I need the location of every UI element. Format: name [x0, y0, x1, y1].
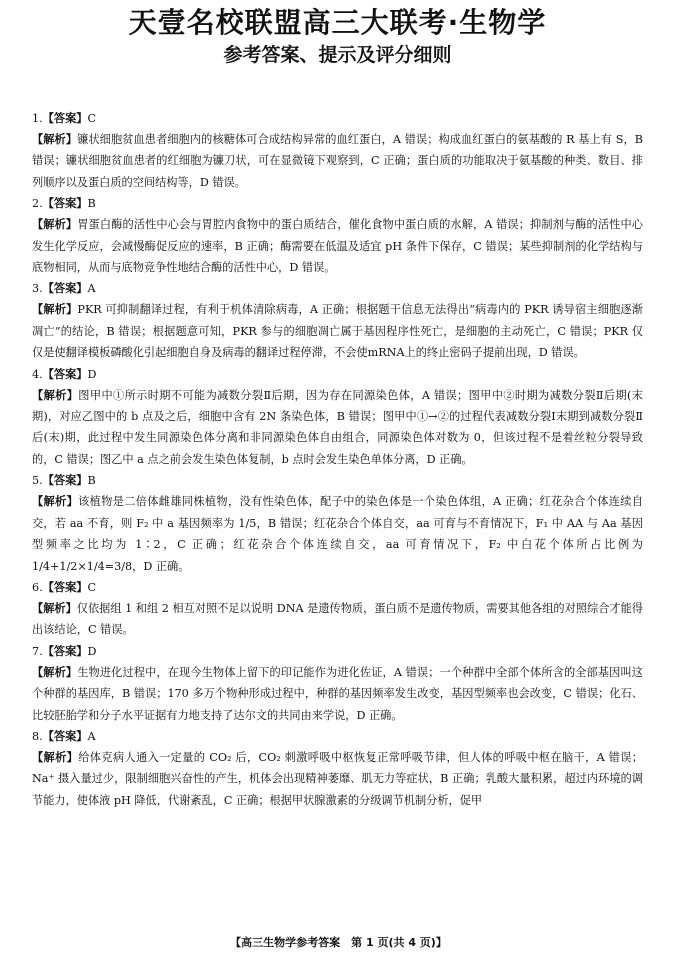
page-footer: 【高三生物学参考答案 第 1 页(共 4 页)】 [230, 936, 447, 949]
analysis-text: 仅依据组 1 和组 2 相互对照不足以说明 DNA 是遗传物质，蛋白质不是遗传物质，需要其他各组的对照综合才能得出该结论，C 错误。 [32, 601, 643, 637]
analysis-paragraph [32, 299, 643, 363]
answer-label: 【答案】 [42, 112, 88, 125]
answer-value: C [87, 580, 97, 594]
answer-label: 【答案】 [42, 729, 88, 743]
analysis-label: 【解析】 [32, 218, 78, 232]
analysis-paragraph [32, 598, 643, 641]
answer-line [32, 108, 643, 129]
question-number: 7. [32, 644, 43, 658]
analysis-text: 生物进化过程中，在现今生物体上留下的印记能作为进化佐证，A 错误；一个种群中全部个体所含的全部基因叫这个种群的基因库，B 错误；170 多万个物种形成过程中，种群的基因频率发生改变，基因型频率也会改变，C 错误；化石、比较胚胎学和分子水平证据有力地支持了达尔文的共同由来学说，D 正确。 [32, 665, 643, 722]
answer-label: 【答案】 [42, 580, 88, 594]
question-number: 6. [32, 580, 43, 594]
answer-value: A [87, 729, 96, 743]
analysis-paragraph [32, 214, 643, 278]
answer-label: 【答案】 [42, 197, 88, 211]
question-5 [32, 470, 643, 577]
answer-label: 【答案】 [42, 474, 88, 488]
question-number: 2. [32, 197, 43, 211]
answer-line [32, 726, 643, 747]
analysis-paragraph [32, 129, 643, 193]
page-title: 天壹名校联盟高三大联考·生物学 [128, 6, 547, 39]
question-3 [32, 278, 643, 363]
answer-line [32, 470, 643, 491]
answer-value: D [87, 367, 97, 381]
question-4 [32, 364, 643, 471]
answer-value: B [87, 197, 96, 211]
analysis-label: 【解析】 [32, 388, 79, 402]
answer-line [32, 193, 643, 214]
answer-label: 【答案】 [42, 644, 88, 658]
question-2 [32, 193, 643, 278]
analysis-text: 该植物是二倍体雌雄同株植物，没有性染色体，配子中的染色体是一个染色体组，A 正确；红花杂合个体连续自交，若 aa 不育，则 F₂ 中 a 基因频率为 1/5，B 错误；红花杂合个体自交，aa 可育与不育情况下，F₁ 中 AA 与 Aa 基因型频率之比均为 1∶2，C 正确；红花杂合个体连续自交，aa 可育情况下，F₂ 中白花个体所占比例为 1/4+1/2×1/4=3/8，D 正确。 [32, 495, 643, 573]
question-number: 4. [32, 367, 43, 381]
analysis-paragraph [32, 662, 643, 726]
analysis-label: 【解析】 [32, 665, 78, 679]
analysis-label: 【解析】 [32, 495, 79, 509]
question-number: 3. [32, 282, 43, 296]
answer-value: C [87, 112, 97, 125]
analysis-paragraph [32, 747, 643, 811]
question-number: 8. [32, 729, 43, 743]
answer-label: 【答案】 [42, 282, 88, 296]
question-1 [32, 108, 643, 193]
analysis-text: 图甲中①所示时期不可能为减数分裂Ⅱ后期，因为存在同源染色体，A 错误；图甲中②时期为减数分裂Ⅱ后期(末期)，对应乙图中的 b 点及之后，细胞中含有 2N 条染色体，B 错误；图甲中①→②的过程代表减数分裂Ⅰ末期到减数分裂Ⅱ后(末)期，此过程中发生同源染色体分离和非同源染色体自由组合，同源染色体对数为 0，但该过程不是着丝粒分裂导致的，C 错误；图乙中 a 点之前会发生染色体复制，b 点时会发生染色单体分离，D 正确。 [32, 388, 643, 466]
answer-line [32, 577, 643, 598]
analysis-label: 【解析】 [32, 601, 77, 615]
analysis-label: 【解析】 [32, 133, 78, 146]
analysis-text: 胃蛋白酶的活性中心会与胃腔内食物中的蛋白质结合，催化食物中蛋白质的水解，A 错误；抑制剂与酶的活性中心发生化学反应，会减慢酶促反应的速率，B 正确；酶需要在低温及适宜 pH 条件下保存，C 错误；某些抑制剂的化学结构与底物相同，从而与底物竞争性地结合酶的活性中心，D 错误。 [32, 218, 643, 275]
answer-list [32, 108, 643, 811]
question-7 [32, 641, 643, 726]
question-number: 5. [32, 474, 43, 488]
analysis-paragraph [32, 385, 643, 471]
answer-line [32, 364, 643, 385]
answer-label: 【答案】 [42, 367, 88, 381]
analysis-text: PKR 可抑制翻译过程，有利于机体清除病毒，A 正确；根据题干信息无法得出“病毒内的 PKR 诱导宿主细胞逐渐凋亡”的结论，B 错误；根据题意可知，PKR 参与的细胞凋亡属于基因程序性死亡，是细胞的主动死亡，C 错误；PKR 仅仅是使翻译模板磷酸化引起细胞自身及病毒的翻译过程停滞，不会使mRNA上的终止密码子提前出现，D 错误。 [32, 303, 643, 360]
answer-value: A [87, 282, 96, 296]
analysis-text: 镰状细胞贫血患者细胞内的核糖体可合成结构异常的血红蛋白，A 错误；构成血红蛋白的氨基酸的 R 基上有 S，B 错误；镰状细胞贫血患者的红细胞为镰刀状，可在显微镜下观察到，C 正确；蛋白质的功能取决于氨基酸的种类、数目、排列顺序以及蛋白质的空间结构等，D 错误。 [32, 133, 643, 189]
question-number: 1. [32, 112, 43, 125]
question-8 [32, 726, 643, 811]
answer-line [32, 641, 643, 662]
answer-line [32, 278, 643, 299]
question-6 [32, 577, 643, 641]
analysis-label: 【解析】 [32, 303, 78, 317]
analysis-label: 【解析】 [32, 750, 79, 764]
answer-value: B [87, 474, 96, 488]
analysis-text: 给体克病人通入一定量的 CO₂ 后，CO₂ 刺激呼吸中枢恢复正常呼吸节律，但人体的呼吸中枢在脑干，A 错误；Na⁺ 摄入量过少，限制细胞兴奋性的产生，机体会出现精神萎靡、肌无力等症状，B 正确；乳酸大量积累，超过内环境的调节能力，使体液 pH 降低，代谢紊乱，C 正确；根据甲状腺激素的分级调节机制分析，促甲 [32, 750, 643, 807]
analysis-paragraph [32, 491, 643, 577]
page-subtitle: 参考答案、提示及评分细则 [223, 44, 452, 66]
answer-value: D [87, 644, 97, 658]
